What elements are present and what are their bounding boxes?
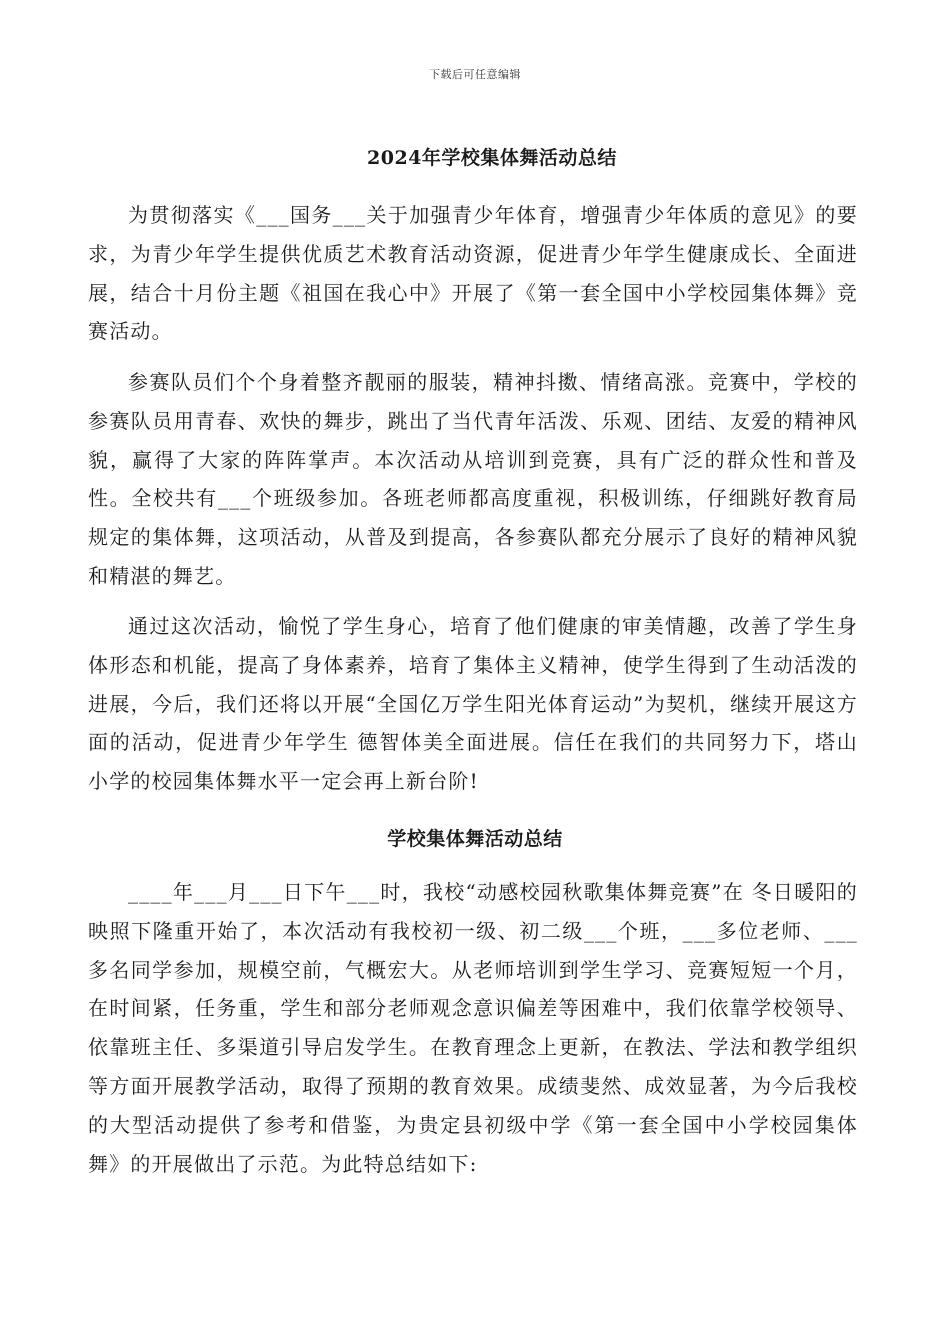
paragraph-outcome: 通过这次活动，愉悦了学生身心，培育了他们健康的审美情趣，改善了学生身体形态和机能，提高了身体素养，培育了集体主义精神，使学生得到了生动活泼的进展，今后，我们还将以开展“全国亿万学生阳光体育运动”为契机，继续开展这方面的活动，促进青少年学生 德智体美全面进展。信任在我们的共同努力下，塔山小学的校园集体舞水平一定会再上新台阶!	[88, 614, 858, 794]
paragraph-event: ____年___月___日下午___时，我校“动感校园秋歌集体舞竞赛”在 冬日暖阳的映照下隆重开始了，本次活动有我校初一级、初二级___个班，___多位老师、___多名同学参加，规模空前，气概宏大。从老师培训到学生学习、竞赛短短一个月，在时间紧，任务重，学生和部分老师观念意识偏差等困难中，我们依靠学校领导、依靠班主任、多渠道引导启发学生。在教育理念上更新，在教法、学法和教学组织等方面开展教学活动，取得了预期的教育效果。成绩斐然、成效显著，为今后我校的大型活动提供了参考和借鉴，为贵定县初级中学《第一套全国中小学校园集体舞》的开展做出了示范。为此特总结如下:	[88, 880, 858, 1176]
paragraph-participants: 参赛队员们个个身着整齐靓丽的服装，精神抖擞、情绪高涨。竞赛中，学校的参赛队员用青春、欢快的舞步，跳出了当代青年活泼、乐观、团结、友爱的精神风貌，赢得了大家的阵阵掌声。本次活动从培训到竞赛，具有广泛的群众性和普及性。全校共有___个班级参加。各班老师都高度重视，积极训练，仔细跳好教育局规定的集体舞，这项活动，从普及到提高，各参赛队都充分展示了良好的精神风貌和精湛的舞艺。	[88, 370, 858, 588]
document-title: 2024年学校集体舞活动总结	[367, 147, 617, 169]
section-title: 学校集体舞活动总结	[387, 828, 563, 850]
header-note: 下载后可任意编辑	[429, 68, 521, 81]
paragraph-intro: 为贯彻落实《___国务___关于加强青少年体育，增强青少年体质的意见》的要求，为青少年学生提供优质艺术教育活动资源，促进青少年学生健康成长、全面进展，结合十月份主题《祖国在我心中》开展了《第一套全国中小学校园集体舞》竞赛活动。	[88, 203, 858, 344]
